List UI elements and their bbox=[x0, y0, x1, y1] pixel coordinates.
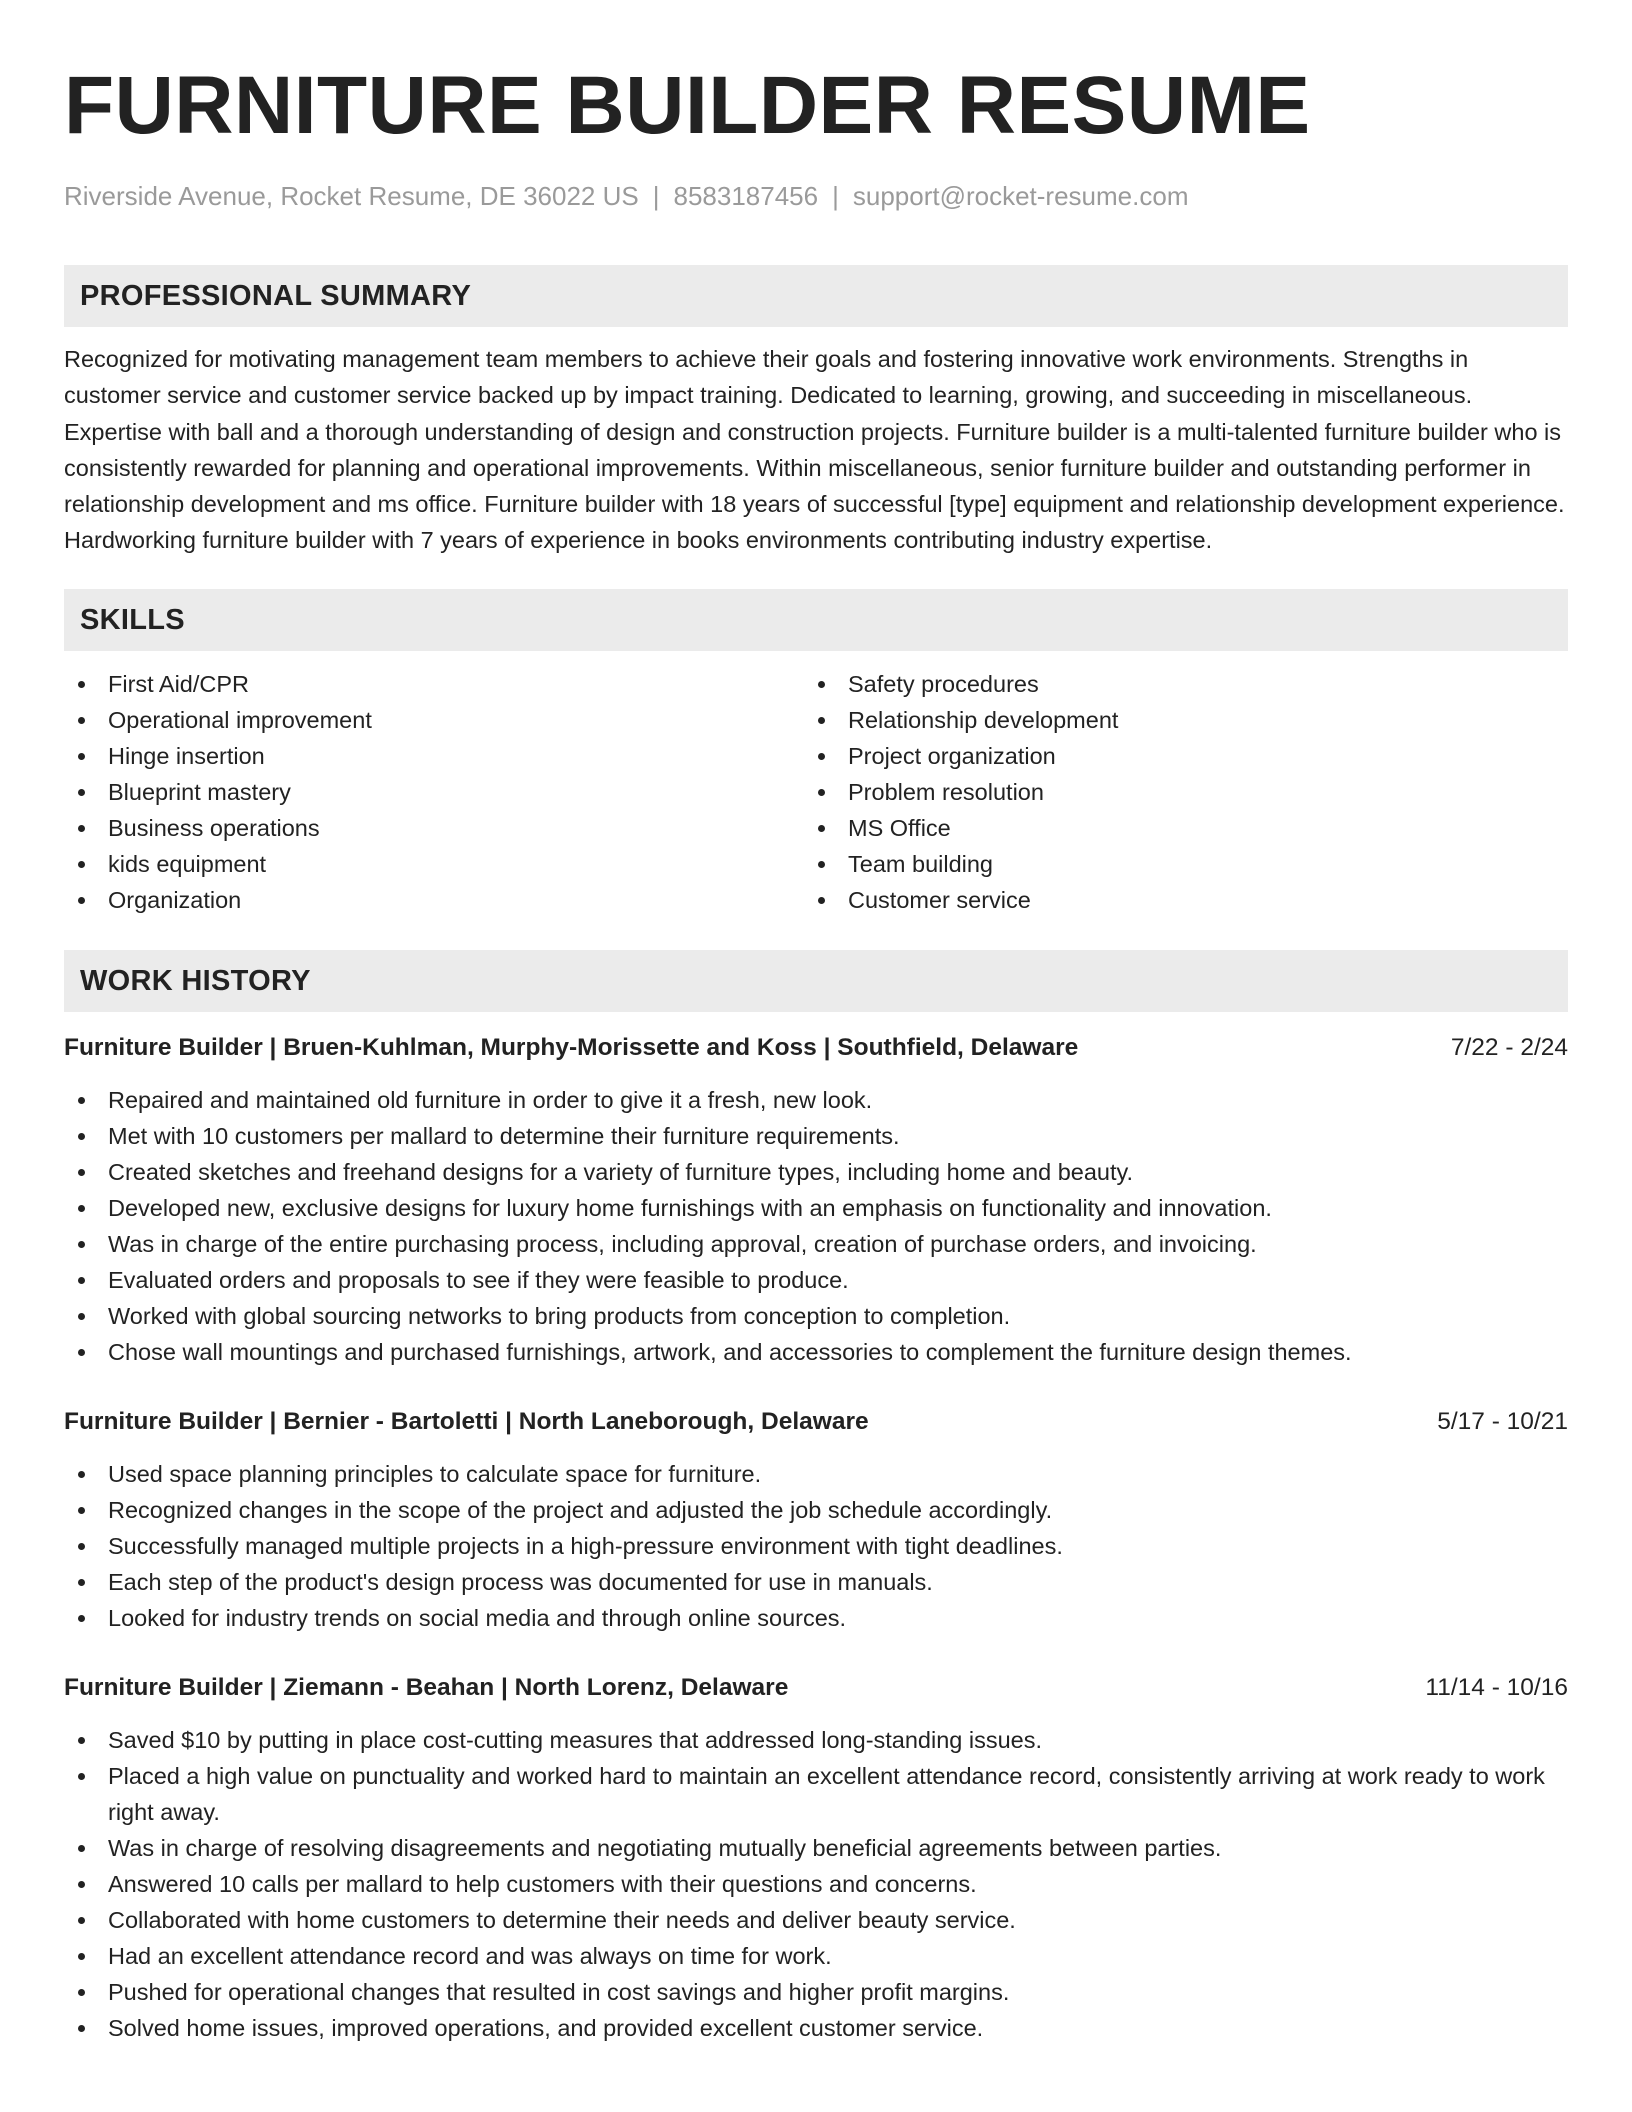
work-section-header: WORK HISTORY bbox=[64, 950, 1568, 1012]
job-bullet: Successfully managed multiple projects in a high-pressure environment with tight deadlines. bbox=[64, 1528, 1568, 1564]
skills-grid bbox=[64, 666, 1568, 918]
job-bullet-list bbox=[64, 1456, 1568, 1636]
skill-item: Project organization bbox=[804, 738, 1544, 774]
job-bullet: Chose wall mountings and purchased furnishings, artwork, and accessories to complement the furniture design themes. bbox=[64, 1334, 1568, 1370]
job-bullet: Pushed for operational changes that resulted in cost savings and higher profit margins. bbox=[64, 1974, 1568, 2010]
job-title: Furniture Builder | Bernier - Bartoletti | North Laneborough, Delaware bbox=[64, 1407, 869, 1435]
summary-section-header: PROFESSIONAL SUMMARY bbox=[64, 265, 1568, 327]
job-dates: 11/14 - 10/16 bbox=[1425, 1673, 1568, 1701]
job-bullet: Saved $10 by putting in place cost-cutting measures that addressed long-standing issues. bbox=[64, 1722, 1568, 1758]
skill-item: Safety procedures bbox=[804, 666, 1544, 702]
skill-item: Business operations bbox=[64, 810, 804, 846]
job-title: Furniture Builder | Ziemann - Beahan | North Lorenz, Delaware bbox=[64, 1673, 789, 1701]
job-bullet: Answered 10 calls per mallard to help customers with their questions and concerns. bbox=[64, 1866, 1568, 1902]
job-bullet-list bbox=[64, 1722, 1568, 2046]
job-entry bbox=[64, 1030, 1568, 1370]
skill-item: Organization bbox=[64, 882, 804, 918]
job-bullet: Collaborated with home customers to determine their needs and deliver beauty service. bbox=[64, 1902, 1568, 1938]
job-bullet: Each step of the product's design process was documented for use in manuals. bbox=[64, 1564, 1568, 1600]
job-bullet: Placed a high value on punctuality and worked hard to maintain an excellent attendance record, consistently arriving at work ready to work right away. bbox=[64, 1758, 1568, 1830]
job-bullet: Had an excellent attendance record and was always on time for work. bbox=[64, 1938, 1568, 1974]
job-dates: 7/22 - 2/24 bbox=[1450, 1033, 1568, 1061]
job-bullet: Was in charge of the entire purchasing process, including approval, creation of purchase orders, and invoicing. bbox=[64, 1226, 1568, 1262]
skill-item: Operational improvement bbox=[64, 702, 804, 738]
address-text: Riverside Avenue, Rocket Resume, DE 36022 US bbox=[64, 181, 639, 211]
skill-item: Problem resolution bbox=[804, 774, 1544, 810]
job-bullet: Used space planning principles to calculate space for furniture. bbox=[64, 1456, 1568, 1492]
skills-left-list bbox=[64, 666, 804, 918]
job-bullet: Created sketches and freehand designs for a variety of furniture types, including home and beauty. bbox=[64, 1154, 1568, 1190]
contact-separator: | bbox=[832, 181, 839, 211]
phone-text: 8583187456 bbox=[673, 181, 819, 211]
skills-section-header: SKILLS bbox=[64, 589, 1568, 651]
skills-right-list bbox=[804, 666, 1544, 918]
job-bullet-list bbox=[64, 1082, 1568, 1370]
job-bullet: Worked with global sourcing networks to bring products from conception to completion. bbox=[64, 1298, 1568, 1334]
skill-item: First Aid/CPR bbox=[64, 666, 804, 702]
job-bullet: Was in charge of resolving disagreements and negotiating mutually beneficial agreements between parties. bbox=[64, 1830, 1568, 1866]
resume-title: FURNITURE BUILDER RESUME bbox=[64, 60, 1311, 151]
job-bullet: Met with 10 customers per mallard to determine their furniture requirements. bbox=[64, 1118, 1568, 1154]
email-text: support@rocket-resume.com bbox=[852, 181, 1189, 211]
job-bullet: Developed new, exclusive designs for luxury home furnishings with an emphasis on functionality and innovation. bbox=[64, 1190, 1568, 1226]
job-bullet: Evaluated orders and proposals to see if they were feasible to produce. bbox=[64, 1262, 1568, 1298]
skill-item: Hinge insertion bbox=[64, 738, 804, 774]
skill-item: Customer service bbox=[804, 882, 1544, 918]
skill-item: MS Office bbox=[804, 810, 1544, 846]
summary-text: Recognized for motivating management team members to achieve their goals and fostering innovative work environments. Strengths in customer service and customer service backed up by impact training. Dedicated to learning, growing, and succeeding in miscellaneous. Expertise with ball and a thorough understanding of design and construction projects. Furniture builder is a multi-talented furniture builder who is consistently rewarded for planning and operational improvements. Within miscellaneous, senior furniture builder and outstanding performer in relationship development and ms office. Furniture builder with 18 years of successful [type] equipment and relationship development experience. Hardworking furniture builder with 7 years of experience in books environments contributing industry expertise. bbox=[64, 346, 1565, 554]
skill-item: Relationship development bbox=[804, 702, 1544, 738]
job-bullet: Repaired and maintained old furniture in order to give it a fresh, new look. bbox=[64, 1082, 1568, 1118]
job-bullet: Looked for industry trends on social media and through online sources. bbox=[64, 1600, 1568, 1636]
job-header bbox=[64, 1030, 1568, 1066]
job-entry bbox=[64, 1670, 1568, 2046]
skill-item: kids equipment bbox=[64, 846, 804, 882]
job-entry bbox=[64, 1404, 1568, 1636]
job-header bbox=[64, 1404, 1568, 1440]
skill-item: Team building bbox=[804, 846, 1544, 882]
skill-item: Blueprint mastery bbox=[64, 774, 804, 810]
contact-separator: | bbox=[652, 181, 660, 211]
job-dates: 5/17 - 10/21 bbox=[1437, 1407, 1568, 1435]
job-bullet: Recognized changes in the scope of the project and adjusted the job schedule accordingly. bbox=[64, 1492, 1568, 1528]
job-title: Furniture Builder | Bruen-Kuhlman, Murphy-Morissette and Koss | Southfield, Delaware bbox=[64, 1033, 1079, 1061]
job-header bbox=[64, 1670, 1568, 1706]
work-history-list bbox=[64, 1030, 1568, 2046]
job-bullet: Solved home issues, improved operations, and provided excellent customer service. bbox=[64, 2010, 1568, 2046]
contact-line bbox=[64, 180, 1568, 212]
